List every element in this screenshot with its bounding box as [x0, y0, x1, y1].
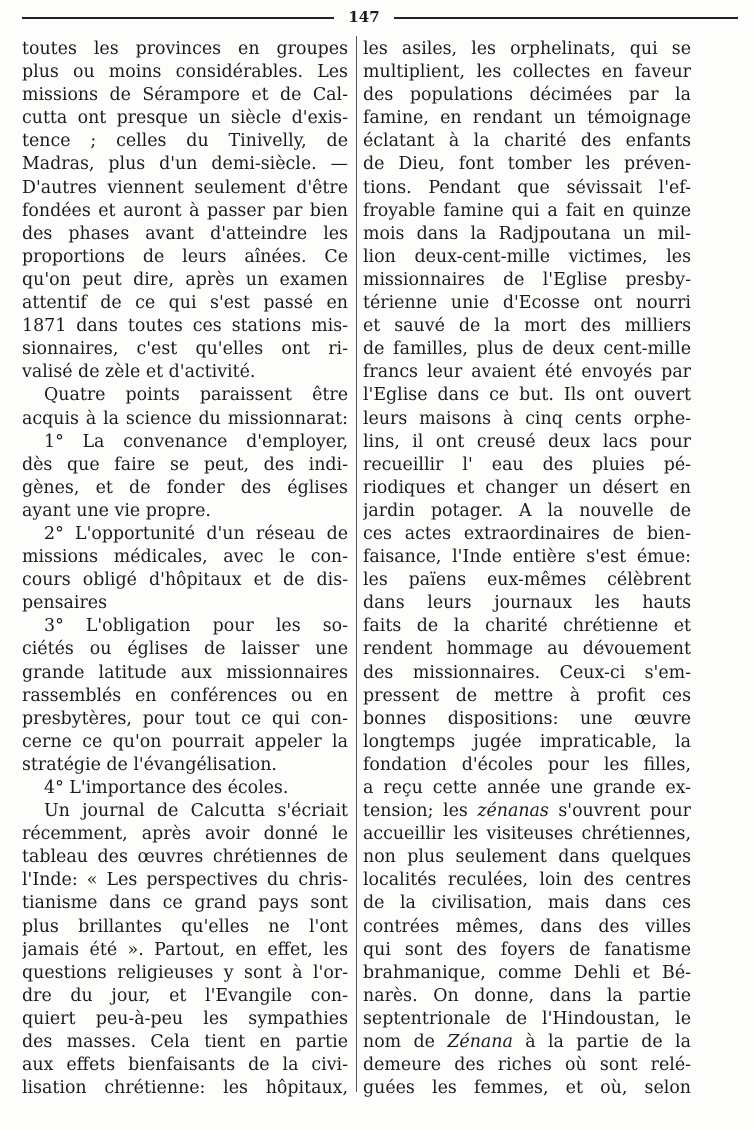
text-line: ces actes extraordinaires de bien- — [363, 523, 691, 544]
text-line: 4° L'importance des écoles. — [44, 778, 289, 798]
text-line: presbytères, pour tout ce qui con- — [22, 708, 348, 729]
text-line: tence ; celles du Tinivelly, de — [22, 131, 348, 152]
text-line: 2° L'opportunité d'un réseau de — [44, 523, 348, 544]
text-line: aux effets bienfaisants de la civi- — [22, 1055, 348, 1076]
text-line: des masses. Cela tient en partie — [22, 1032, 348, 1053]
text-line: et sauvé de la mort des milliers — [363, 316, 691, 337]
text-line: fondation d'écoles pour les filles, — [363, 754, 691, 775]
text-line: proportions de leurs aînées. Ce — [22, 246, 348, 267]
text-line: tions. Pendant que sévissait l'ef- — [363, 177, 691, 198]
text-line: bonnes dispositions: une œuvre — [363, 708, 691, 729]
text-line: famine, en rendant un témoignage — [363, 108, 691, 129]
text-line: 3° L'obligation pour les so- — [44, 616, 348, 637]
text-line: tension; les zénanas s'ouvrent pour — [363, 801, 691, 822]
text-line: dre du jour, et l'Evangile con- — [22, 985, 348, 1006]
text-line: faisance, l'Inde entière s'est émue: — [363, 547, 691, 568]
text-line: cours obligé d'hôpitaux et de dis- — [22, 570, 348, 591]
text-line: acquis à la science du missionnarat: — [22, 408, 348, 429]
text-line: des phases avant d'atteindre les — [22, 223, 348, 244]
text-line: septentrionale de l'Hindoustan, le — [363, 1008, 691, 1029]
text-line: jardin potager. A la nouvelle de — [363, 500, 691, 521]
text-line: missions médicales, avec le con- — [22, 547, 348, 568]
column-divider — [356, 36, 357, 1092]
text-line: guées les femmes, et où, selon — [363, 1078, 691, 1099]
text-line: nom de Zénana à la partie de la — [363, 1032, 691, 1053]
text-line: recueillir l' eau des pluies pé- — [363, 454, 691, 475]
text-line: missions de Sérampore et de Cal- — [22, 85, 348, 106]
text-line: plus brillantes qu'elles ne l'ont — [22, 916, 348, 937]
text-line: l'Inde: « Les perspectives du chris- — [22, 870, 348, 891]
text-line: cutta ont presque un siècle d'exis- — [22, 108, 348, 129]
text-line: quiert peu-à-peu les sympathies — [22, 1008, 348, 1029]
text-line: tianisme dans ce grand pays sont — [22, 893, 348, 914]
text-line: 1871 dans toutes ces stations mis- — [22, 316, 348, 337]
text-line: ayant une vie propre. — [22, 500, 211, 521]
text-line: grande latitude aux missionnaires — [22, 662, 348, 683]
text-line: térienne unie d'Ecosse ont nourri — [363, 293, 691, 314]
text-line: ciétés ou églises de laisser une — [22, 639, 348, 660]
text-line: des missionnaires. Ceux-ci s'em- — [363, 662, 691, 683]
text-line: plus ou moins considérables. Les — [22, 62, 348, 83]
text-line: qu'on peut dire, après un examen — [22, 269, 348, 290]
text-line: a reçu cette année une grande ex- — [363, 778, 691, 798]
text-line: pressent de mettre à profit ces — [363, 685, 691, 706]
text-line: leurs maisons à cinq cents orphe- — [363, 408, 691, 429]
text-line: de Dieu, font tomber les préven- — [363, 154, 691, 175]
text-line: fondées et auront à passer par bien — [22, 200, 348, 221]
text-line: longtemps jugée impraticable, la — [363, 731, 691, 752]
text-line: jamais été ». Partout, en effet, les — [22, 939, 348, 960]
text-line: lisation chrétienne: les hôpitaux, — [22, 1078, 348, 1099]
text-line: tableau des œuvres chrétiennes de — [22, 847, 348, 868]
page-number: 147 — [348, 8, 380, 26]
text-line: lins, il ont creusé deux lacs pour — [363, 431, 691, 452]
text-line: attentif de ce qui s'est passé en — [22, 293, 348, 314]
text-line: D'autres viennent seulement d'être — [22, 177, 348, 198]
text-line: questions religieuses y sont à l'or- — [22, 962, 348, 983]
left-column — [22, 38, 348, 1100]
text-line: accueillir les visiteuses chrétiennes, — [363, 824, 691, 845]
text-line: brahmanique, comme Dehli et Bé- — [363, 962, 691, 983]
text-line: lion deux-cent-mille victimes, les — [363, 246, 691, 267]
text-line: 1° La convenance d'employer, — [44, 431, 348, 452]
text-line: faits de la charité chrétienne et — [363, 616, 691, 637]
text-line: froyable famine qui a fait en quinze — [363, 200, 691, 221]
text-line: Madras, plus d'un demi-siècle. — — [22, 154, 348, 175]
text-line: narès. On donne, dans la partie — [363, 985, 691, 1006]
text-line: rendent hommage au dévouement — [363, 639, 691, 660]
header-rule-right — [394, 17, 738, 19]
text-line: dès que faire se peut, des indi- — [22, 454, 348, 475]
text-line: éclatant à la charité des enfants — [363, 131, 691, 152]
text-line: francs leur avaient été envoyés par — [363, 362, 691, 383]
page-header — [22, 6, 738, 28]
italic-term: Zénana — [447, 1032, 513, 1053]
text-line: valisé de zèle et d'activité. — [22, 362, 256, 383]
text-line: dans leurs journaux les hauts — [363, 593, 691, 614]
text-line: demeure des riches où sont relé- — [363, 1055, 691, 1076]
text-line: mois dans la Radjpoutana un mil- — [363, 223, 691, 244]
text-line: riodiques et changer un désert en — [363, 477, 691, 498]
text-line: missionnaires de l'Eglise presby- — [363, 269, 691, 290]
header-rule-left — [22, 17, 334, 19]
text-line: de familles, plus de deux cent-mille — [363, 339, 691, 360]
text-line: localités reculées, loin des centres — [363, 870, 691, 891]
text-line: des populations décimées par la — [363, 85, 691, 106]
text-line: les païens eux-mêmes célèbrent — [363, 570, 691, 591]
text-line: Quatre points paraissent être — [44, 385, 348, 406]
text-line: non plus seulement dans quelques — [363, 847, 691, 868]
text-line: toutes les provinces en groupes — [22, 39, 348, 59]
italic-term: zénanas — [477, 801, 549, 822]
text-line: stratégie de l'évangélisation. — [22, 754, 277, 775]
text-line: gènes, et de fonder des églises — [22, 477, 348, 498]
text-line: multiplient, les collectes en faveur — [363, 62, 691, 83]
text-line: Un journal de Calcutta s'écriait — [44, 801, 348, 822]
text-line: de la civilisation, mais dans ces — [363, 893, 691, 914]
text-line: qui sont des foyers de fanatisme — [363, 939, 691, 960]
text-line: pensaires — [22, 593, 108, 614]
text-line: les asiles, les orphelinats, qui se — [363, 39, 691, 59]
text-line: contrées mêmes, dans des villes — [363, 916, 691, 937]
text-line: cerne ce qu'on pourrait appeler la — [22, 731, 348, 752]
right-column — [363, 38, 691, 1100]
text-line: rassemblés en conférences ou en — [22, 685, 348, 706]
text-line: récemment, après avoir donné le — [22, 824, 348, 845]
text-line: sionnaires, c'est qu'elles ont ri- — [22, 339, 348, 360]
text-line: l'Eglise dans ce but. Ils ont ouvert — [363, 385, 691, 406]
